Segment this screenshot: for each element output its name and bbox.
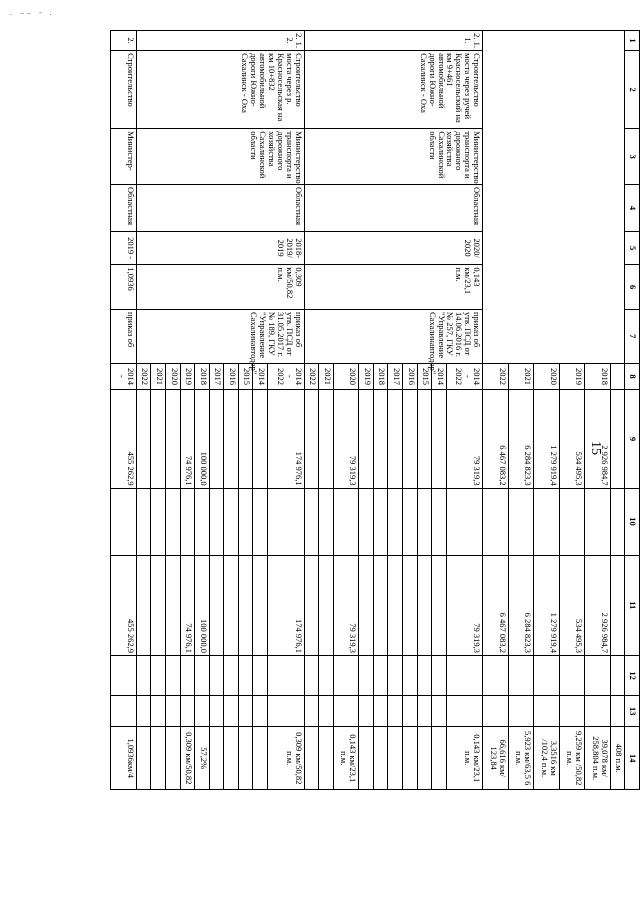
value-cell	[268, 488, 304, 555]
year-cell: 2020	[333, 363, 359, 390]
value-cell	[417, 555, 432, 655]
empty-cell	[483, 31, 625, 364]
header-cell: 5	[625, 231, 640, 264]
value-cell	[111, 488, 137, 555]
row-number: 2. 1. 1.	[304, 31, 483, 51]
table-row	[446, 31, 482, 790]
value-cell	[238, 390, 253, 488]
value-cell	[559, 488, 585, 555]
result-cell	[432, 727, 447, 790]
value-cell	[304, 555, 319, 655]
value-cell	[610, 696, 625, 727]
value-cell	[319, 655, 334, 695]
result-cell: 39,078 км/ 258,804 п.м.	[585, 727, 611, 790]
result-cell: 1,0936км/4	[111, 727, 137, 790]
year-cell: 2018	[195, 363, 210, 390]
value-cell	[136, 555, 151, 655]
value-cell	[151, 696, 166, 727]
value-cell	[209, 488, 224, 555]
value-cell	[268, 655, 304, 695]
value-cell	[224, 696, 239, 727]
value-cell	[136, 390, 151, 488]
value-cell	[534, 655, 560, 695]
value-cell: 79 319,3	[333, 555, 359, 655]
value-cell	[403, 390, 418, 488]
value-cell	[151, 555, 166, 655]
year-cell: 2014 - 2022	[268, 363, 304, 390]
value-cell	[432, 555, 447, 655]
value-cell	[253, 390, 268, 488]
value-cell	[388, 655, 403, 695]
value-cell	[483, 696, 509, 727]
value-cell: 6 284 823,3	[508, 555, 534, 655]
value-cell	[559, 655, 585, 695]
year-cell: 2022	[304, 363, 319, 390]
result-cell: 408 п.м.	[610, 727, 625, 790]
result-cell	[359, 727, 374, 790]
document-cell: приказ об	[111, 310, 137, 364]
header-cell: 6	[625, 265, 640, 310]
year-cell: 2016	[403, 363, 418, 390]
value-cell	[224, 488, 239, 555]
value-cell	[304, 696, 319, 727]
result-cell: 0,143 км/23,1 п.м.	[333, 727, 359, 790]
value-cell	[165, 696, 180, 727]
value-cell	[432, 696, 447, 727]
value-cell	[165, 655, 180, 695]
result-cell: 66,616 км/ 123,84	[483, 727, 509, 790]
result-cell	[151, 727, 166, 790]
value-cell	[534, 488, 560, 555]
value-cell	[319, 390, 334, 488]
scan-specks: . –– - .	[10, 8, 55, 17]
value-cell	[165, 555, 180, 655]
value-cell	[224, 655, 239, 695]
value-cell: 100 000,0	[195, 390, 210, 488]
header-cell: 11	[625, 555, 640, 655]
header-cell: 10	[625, 488, 640, 555]
value-cell	[359, 655, 374, 695]
value-cell	[180, 696, 195, 727]
value-cell	[136, 696, 151, 727]
year-cell: 2022	[136, 363, 151, 390]
year-cell: 2018	[585, 363, 611, 390]
value-cell	[610, 555, 625, 655]
value-cell	[417, 696, 432, 727]
value-cell	[238, 555, 253, 655]
value-cell: 6 467 083,2	[483, 555, 509, 655]
value-cell: 174 976,1	[268, 555, 304, 655]
value-cell	[195, 696, 210, 727]
value-cell	[373, 488, 388, 555]
value-cell	[151, 488, 166, 555]
result-cell	[253, 727, 268, 790]
result-cell	[388, 727, 403, 790]
customer-name: Министер-	[111, 129, 137, 185]
year-cell: 2020	[165, 363, 180, 390]
result-cell	[238, 727, 253, 790]
value-cell	[403, 488, 418, 555]
value-cell	[403, 696, 418, 727]
value-cell	[432, 655, 447, 695]
value-cell: 2 926 984,7	[585, 555, 611, 655]
value-cell	[209, 555, 224, 655]
value-cell	[224, 555, 239, 655]
year-cell: 2019	[559, 363, 585, 390]
value-cell	[559, 696, 585, 727]
header-cell: 8	[625, 363, 640, 390]
header-cell: 7	[625, 310, 640, 364]
value-cell	[388, 390, 403, 488]
value-cell	[585, 696, 611, 727]
value-cell	[180, 655, 195, 695]
page-number: 15	[588, 441, 603, 455]
value-cell	[304, 655, 319, 695]
value-cell: 74 976,1	[180, 390, 195, 488]
value-cell	[534, 696, 560, 727]
year-cell: 2019	[359, 363, 374, 390]
value-cell	[319, 696, 334, 727]
value-cell	[195, 655, 210, 695]
value-cell	[209, 655, 224, 695]
row-number: 2. 1. 2.	[136, 31, 304, 51]
result-cell	[224, 727, 239, 790]
value-cell	[238, 696, 253, 727]
result-cell: 0,309 км/50,82	[180, 727, 195, 790]
rotated-sheet	[110, 30, 640, 790]
value-cell	[224, 390, 239, 488]
value-cell	[136, 655, 151, 695]
result-cell: 5,923 км/63,5 6 п.м.	[508, 727, 534, 790]
value-cell	[111, 696, 137, 727]
value-cell: 534 495,3	[559, 555, 585, 655]
result-cell	[165, 727, 180, 790]
property-level: Областная	[136, 185, 304, 232]
customer-name: Министерство транспорта и дорожного хозяйства Сахалинской области	[136, 129, 304, 185]
value-cell	[508, 655, 534, 695]
construction-period: 2019 -	[111, 231, 137, 264]
value-cell	[585, 488, 611, 555]
value-cell: 74 976,1	[180, 555, 195, 655]
year-cell: 2014	[253, 363, 268, 390]
value-cell	[373, 555, 388, 655]
object-name: Строительство	[111, 51, 137, 129]
value-cell	[359, 696, 374, 727]
value-cell	[359, 390, 374, 488]
table-row	[111, 31, 137, 790]
value-cell	[238, 655, 253, 695]
value-cell: 455 262,9	[111, 555, 137, 655]
result-cell	[304, 727, 319, 790]
value-cell	[417, 655, 432, 695]
value-cell	[432, 488, 447, 555]
value-cell	[151, 390, 166, 488]
value-cell	[388, 696, 403, 727]
value-cell	[359, 555, 374, 655]
year-cell: 2021	[508, 363, 534, 390]
value-cell: 79 319,3	[446, 555, 482, 655]
value-cell	[253, 696, 268, 727]
year-cell: 2014	[432, 363, 447, 390]
header-cell: 14	[625, 727, 640, 790]
value-cell	[446, 488, 482, 555]
header-cell: 3	[625, 129, 640, 185]
value-cell: 79 319,3	[333, 390, 359, 488]
capacity-cell: 0,309 км/50,82 п.м.	[136, 265, 304, 310]
value-cell	[483, 655, 509, 695]
value-cell	[373, 390, 388, 488]
value-cell	[359, 488, 374, 555]
year-cell: 2017	[388, 363, 403, 390]
value-cell: 455 262,9	[111, 390, 137, 488]
value-cell: 79 319,3	[446, 390, 482, 488]
value-cell: 6 284 823,3	[508, 390, 534, 488]
value-cell	[319, 488, 334, 555]
value-cell	[417, 488, 432, 555]
value-cell	[388, 555, 403, 655]
row-number: 2.	[111, 31, 137, 51]
value-cell	[610, 390, 625, 488]
result-cell	[403, 727, 418, 790]
header-cell: 13	[625, 696, 640, 727]
year-cell: 2016	[224, 363, 239, 390]
document-cell: приказ об утв. ПСД от 31.05.2017 г. № 189, ГКУ "Управление Сахалинавтодор"	[136, 310, 304, 364]
property-level: Областная	[304, 185, 483, 232]
object-name: Строительство моста через ручей Красносельский на км 9+461 автомобильной дороги Южно-Сахалинск - Оха	[304, 51, 483, 129]
value-cell	[253, 655, 268, 695]
year-cell: 2018	[373, 363, 388, 390]
year-cell: 2015	[238, 363, 253, 390]
value-cell	[253, 488, 268, 555]
result-cell	[319, 727, 334, 790]
value-cell: 1 279 919,4	[534, 555, 560, 655]
value-cell	[304, 390, 319, 488]
result-cell	[373, 727, 388, 790]
result-cell: 3,3516 км /102,4 п.м.	[534, 727, 560, 790]
property-level: Областная	[111, 185, 137, 232]
value-cell	[610, 655, 625, 695]
year-cell: 2019	[180, 363, 195, 390]
result-cell	[209, 727, 224, 790]
header-cell: 1	[625, 31, 640, 51]
value-cell	[417, 390, 432, 488]
value-cell	[508, 488, 534, 555]
value-cell	[238, 488, 253, 555]
value-cell	[610, 488, 625, 555]
table-row	[610, 31, 625, 790]
program-table	[110, 30, 640, 790]
value-cell	[136, 488, 151, 555]
value-cell	[111, 655, 137, 695]
value-cell	[373, 696, 388, 727]
value-cell	[319, 555, 334, 655]
header-cell: 2	[625, 51, 640, 129]
result-cell: 9,259 км /50,82 п.м.	[559, 727, 585, 790]
table-row	[268, 31, 304, 790]
value-cell	[165, 488, 180, 555]
header-row	[625, 31, 640, 790]
value-cell	[388, 488, 403, 555]
capacity-cell: 0,143 км/23,1 п.м.	[304, 265, 483, 310]
value-cell	[195, 488, 210, 555]
header-cell: 9	[625, 390, 640, 488]
value-cell	[585, 655, 611, 695]
value-cell	[209, 696, 224, 727]
year-cell: 2021	[151, 363, 166, 390]
value-cell	[446, 696, 482, 727]
value-cell	[483, 488, 509, 555]
year-cell: 2022	[483, 363, 509, 390]
value-cell	[373, 655, 388, 695]
construction-period: 2020/ 2020	[304, 231, 483, 264]
result-cell	[136, 727, 151, 790]
year-cell: 2020	[534, 363, 560, 390]
value-cell	[304, 488, 319, 555]
value-cell	[151, 655, 166, 695]
value-cell: 1 279 919,4	[534, 390, 560, 488]
value-cell: 174 976,1	[268, 390, 304, 488]
value-cell	[432, 390, 447, 488]
customer-name: Министерство транспорта и дорожного хозяйства Сахалинской области	[304, 129, 483, 185]
document-cell: приказ об утв. ПСД от 14.06.2016 г. № 257, ГКУ "Управление Сахалинавтодор"	[304, 310, 483, 364]
header-cell: 12	[625, 655, 640, 695]
value-cell: 6 467 083,2	[483, 390, 509, 488]
value-cell	[253, 555, 268, 655]
value-cell	[209, 390, 224, 488]
value-cell: 534 495,3	[559, 390, 585, 488]
value-cell	[333, 655, 359, 695]
value-cell	[268, 696, 304, 727]
value-cell	[333, 488, 359, 555]
result-cell	[417, 727, 432, 790]
year-cell: 2017	[209, 363, 224, 390]
result-cell: 0,143 км/23,1 п.м.	[446, 727, 482, 790]
year-cell: 2015	[417, 363, 432, 390]
value-cell	[180, 488, 195, 555]
year-cell: 2014 - 2022	[446, 363, 482, 390]
year-cell: 2014 -	[111, 363, 137, 390]
year-cell	[610, 363, 625, 390]
value-cell: 100 000,0	[195, 555, 210, 655]
value-cell	[333, 696, 359, 727]
header-cell: 4	[625, 185, 640, 232]
value-cell	[508, 696, 534, 727]
year-cell: 2021	[319, 363, 334, 390]
result-cell: 0,309 км/50,82 п.м.	[268, 727, 304, 790]
construction-period: 2018- 2019/ 2019	[136, 231, 304, 264]
value-cell	[403, 555, 418, 655]
value-cell	[446, 655, 482, 695]
result-cell: 57,2%	[195, 727, 210, 790]
value-cell	[403, 655, 418, 695]
value-cell: 2 926 984,7	[585, 390, 611, 488]
value-cell	[165, 390, 180, 488]
capacity-cell: 1,0936	[111, 265, 137, 310]
object-name: Строительство моста через р. Красносельская на км 10+832 автомобильной дороги Южно-Сахалинск - Оха	[136, 51, 304, 129]
